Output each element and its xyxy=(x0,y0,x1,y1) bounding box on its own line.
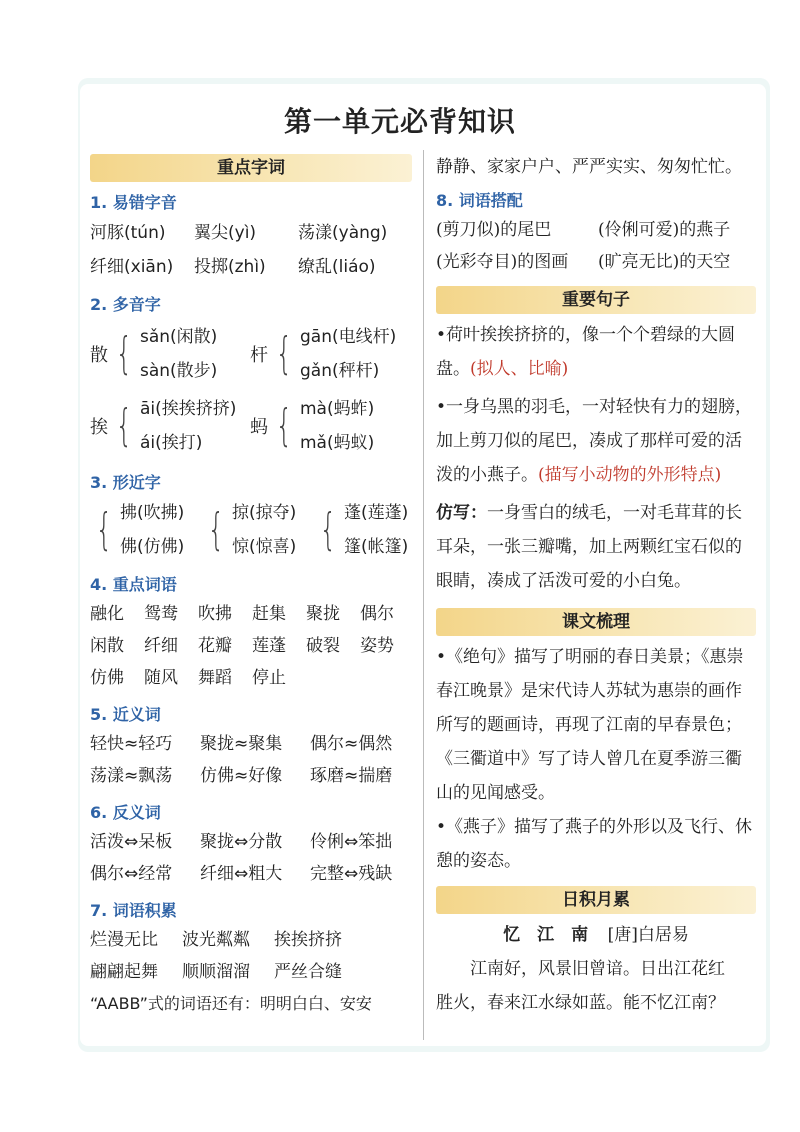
word-item: 河豚(tún) xyxy=(90,223,166,243)
word-item: 严丝合缝 xyxy=(274,962,342,982)
polyphone-group xyxy=(90,318,250,390)
review-paragraph: •《绝句》描写了明丽的春日美景；《惠崇春江晚景》是宋代诗人苏轼为惠崇的画作所写的题画诗，再现了江南的早春景色；《三衢道中》写了诗人曾几在夏季游三衢山的见闻感受。 xyxy=(436,647,744,803)
section-heading: 7. 词语积累 xyxy=(90,901,177,920)
column-divider xyxy=(423,150,424,1040)
polyphone-char: 蚂 xyxy=(250,417,268,438)
brace-icon: { xyxy=(207,504,225,555)
sentence-block xyxy=(436,318,756,386)
word-item: 仿佛 xyxy=(90,668,124,688)
section-band-key-sentences: 重要句子 xyxy=(436,286,756,314)
sentence-block xyxy=(436,390,756,492)
word-item: 随风 xyxy=(144,668,178,688)
poem-line: 胜火，春来江水绿如蓝。能不忆江南？ xyxy=(436,993,725,1013)
polyphone-row xyxy=(90,390,412,462)
word-row xyxy=(90,858,412,890)
brace-icon: { xyxy=(95,504,113,555)
similar-item: 拂(吹拂) xyxy=(120,503,185,523)
word-row xyxy=(90,662,412,694)
sentence-text: •荷叶挨挨挤挤的，像一个个碧绿的大圆盘。 xyxy=(436,325,736,379)
polyphone-group xyxy=(250,318,396,390)
similar-item: 佛(仿佛) xyxy=(120,537,185,557)
word-item: 偶尔 xyxy=(360,604,394,624)
word-item: 烂漫无比 xyxy=(90,930,158,950)
word-item: 破裂 xyxy=(306,636,340,656)
sentence-text: •一身乌黑的羽毛，一对轻快有力的翅膀，加上剪刀似的尾巴，凑成了那样可爱的活泼的小燕子。 xyxy=(436,397,753,485)
reading: gǎn(秤杆) xyxy=(300,361,380,381)
word-item: 赶集 xyxy=(252,604,286,624)
section-band-text-review: 课文梳理 xyxy=(436,608,756,636)
aabb-continuation: 静静、家家户户、严严实实、匆匆忙忙。 xyxy=(436,157,742,177)
polyphone-group xyxy=(90,390,250,462)
pinyin-row xyxy=(90,216,412,250)
section-heading: 5. 近义词 xyxy=(90,705,161,724)
left-column xyxy=(90,154,412,1020)
word-item: 纤细 xyxy=(144,636,178,656)
polyphone-char: 杆 xyxy=(250,345,268,366)
word-row xyxy=(90,728,412,760)
aabb-line: “AABB”式的词语还有：明明白白、安安 xyxy=(90,994,372,1013)
right-column xyxy=(436,150,756,1020)
reading: mǎ(蚂蚁) xyxy=(300,433,375,453)
synonym-pair: 聚拢≈聚集 xyxy=(200,734,283,754)
word-item: 停止 xyxy=(252,668,286,688)
word-item: 投掷(zhì) xyxy=(194,257,266,277)
pinyin-row xyxy=(90,250,412,284)
word-item: 缭乱(liáo) xyxy=(298,257,376,277)
poem-header xyxy=(436,918,756,952)
sentence-note: (描写小动物的外形特点) xyxy=(538,465,722,485)
antonym-pair: 聚拢⇔分散 xyxy=(200,832,283,852)
synonym-pair: 轻快≈轻巧 xyxy=(90,734,173,754)
sentence-note: (拟人、比喻) xyxy=(470,359,569,379)
review-paragraph: •《燕子》描写了燕子的外形以及飞行、休憩的姿态。 xyxy=(436,817,753,871)
section-heading: 3. 形近字 xyxy=(90,473,161,492)
word-item: 翩翩起舞 xyxy=(90,962,158,982)
antonym-pair: 伶俐⇔笨拙 xyxy=(310,832,393,852)
poem-title: 忆 江 南 xyxy=(503,925,589,945)
brace-icon: { xyxy=(319,504,337,555)
similar-chars-row xyxy=(90,496,412,564)
word-row xyxy=(90,924,412,956)
synonym-pair: 荡漾≈飘荡 xyxy=(90,766,173,786)
imitation-label: 仿写： xyxy=(436,503,487,523)
reading: āi(挨挨挤挤) xyxy=(140,399,237,419)
collocation-item: (伶俐可爱)的燕子 xyxy=(598,220,731,240)
word-row xyxy=(90,630,412,662)
word-row xyxy=(90,760,412,792)
word-row xyxy=(90,826,412,858)
word-item: 翼尖(yì) xyxy=(194,223,257,243)
similar-group xyxy=(314,496,408,564)
word-row xyxy=(90,956,412,988)
antonym-pair: 完整⇔残缺 xyxy=(310,864,393,884)
word-item: 顺顺溜溜 xyxy=(182,962,250,982)
word-item: 花瓣 xyxy=(198,636,232,656)
similar-item: 掠(掠夺) xyxy=(232,503,297,523)
synonym-pair: 偶尔≈偶然 xyxy=(310,734,393,754)
reading: gān(电线杆) xyxy=(300,327,397,347)
word-item: 吹拂 xyxy=(198,604,232,624)
collocation-item: (旷亮无比)的天空 xyxy=(598,252,731,272)
page-title: 第一单元必背知识 xyxy=(283,105,516,138)
reading: sàn(散步) xyxy=(140,361,218,381)
synonym-pair: 琢磨≈揣磨 xyxy=(310,766,393,786)
similar-item: 蓬(莲蓬) xyxy=(344,503,409,523)
word-item: 姿势 xyxy=(360,636,394,656)
polyphone-row xyxy=(90,318,412,390)
word-item: 融化 xyxy=(90,604,124,624)
word-item: 荡漾(yàng) xyxy=(298,223,388,243)
imitation-block xyxy=(436,496,756,598)
word-item: 波光粼粼 xyxy=(182,930,250,950)
similar-group xyxy=(202,496,314,564)
brace-icon: { xyxy=(275,400,293,451)
word-item: 莲蓬 xyxy=(252,636,286,656)
collocation-row xyxy=(436,246,756,278)
word-item: 闲散 xyxy=(90,636,124,656)
brace-icon: { xyxy=(115,400,133,451)
collocation-item: (剪刀似)的尾巴 xyxy=(436,220,552,240)
section-band-key-words: 重点字词 xyxy=(90,154,412,182)
polyphone-char: 散 xyxy=(90,345,108,366)
brace-icon: { xyxy=(115,328,133,379)
imitation-text: 一身雪白的绒毛，一对毛茸茸的长耳朵，一张三瓣嘴，加上两颗红宝石似的眼睛，凑成了活泼可爱的小白兔。 xyxy=(436,503,742,591)
collocation-row xyxy=(436,214,756,246)
similar-item: 篷(帐篷) xyxy=(344,537,409,557)
word-row xyxy=(90,598,412,630)
word-item: 舞蹈 xyxy=(198,668,232,688)
word-item: 纤细(xiān) xyxy=(90,257,174,277)
section-heading: 6. 反义词 xyxy=(90,803,161,822)
antonym-pair: 纤细⇔粗大 xyxy=(200,864,283,884)
poem-line: 江南好，风景旧曾谙。日出江花红 xyxy=(470,959,725,979)
antonym-pair: 活泼⇔呆板 xyxy=(90,832,173,852)
section-heading: 1. 易错字音 xyxy=(90,193,177,212)
antonym-pair: 偶尔⇔经常 xyxy=(90,864,173,884)
collocation-item: (光彩夺目)的图画 xyxy=(436,252,569,272)
synonym-pair: 仿佛≈好像 xyxy=(200,766,283,786)
poem-author: [唐]白居易 xyxy=(607,925,689,945)
section-heading: 2. 多音字 xyxy=(90,295,161,314)
section-heading: 4. 重点词语 xyxy=(90,575,177,594)
word-item: 聚拢 xyxy=(306,604,340,624)
word-item: 鸳鸯 xyxy=(144,604,178,624)
reading: sǎn(闲散) xyxy=(140,327,218,347)
polyphone-char: 挨 xyxy=(90,417,108,438)
reading: ái(挨打) xyxy=(140,433,203,453)
section-band-daily-accumulation: 日积月累 xyxy=(436,886,756,914)
similar-group xyxy=(90,496,202,564)
reading: mà(蚂蚱) xyxy=(300,399,375,419)
brace-icon: { xyxy=(275,328,293,379)
word-item: 挨挨挤挤 xyxy=(274,930,342,950)
polyphone-group xyxy=(250,390,374,462)
section-heading: 8. 词语搭配 xyxy=(436,191,523,210)
similar-item: 惊(惊喜) xyxy=(232,537,297,557)
